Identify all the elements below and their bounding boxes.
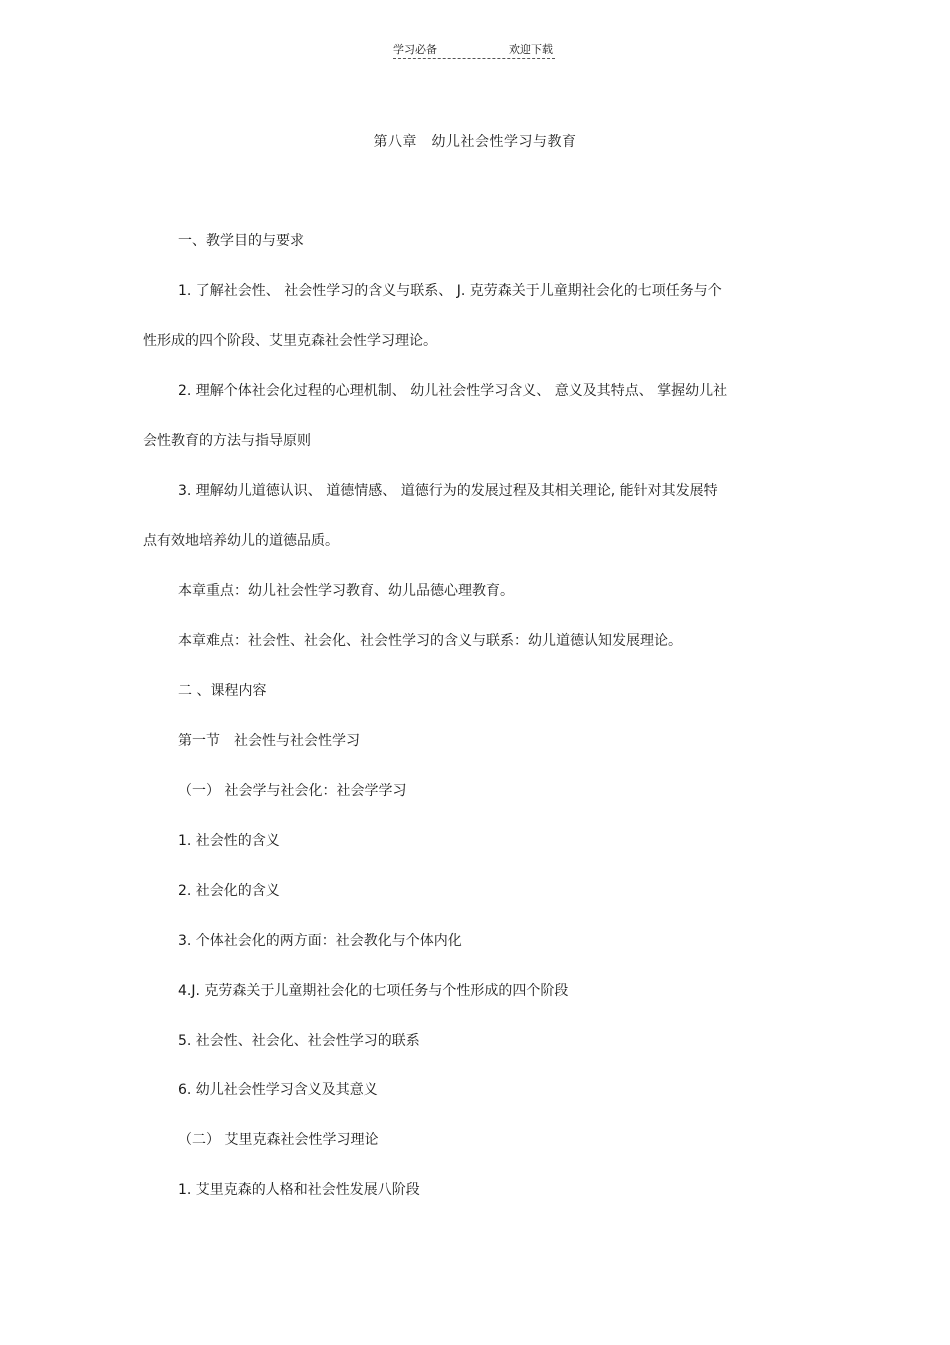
chapter-title: 第八章 幼儿社会性学习与教育 xyxy=(373,134,577,150)
paragraph-line: 1. 了解社会性、 社会性学习的含义与联系、 J. 克劳森关于儿童期社会化的七项任务与个 xyxy=(178,283,722,299)
list-item: 1. 艾里克森的人格和社会性发展八阶段 xyxy=(178,1182,420,1198)
page-header xyxy=(393,40,555,59)
list-item: 5. 社会性、社会化、社会性学习的联系 xyxy=(178,1033,420,1049)
paragraph-line: 性形成的四个阶段、艾里克森社会性学习理论。 xyxy=(143,333,437,349)
paragraph-line: 2. 理解个体社会化过程的心理机制、 幼儿社会性学习含义、 意义及其特点、 掌握幼儿社 xyxy=(178,383,728,399)
paragraph-line: 会性教育的方法与指导原则 xyxy=(143,433,311,449)
difficult-points-line: 本章难点：社会性、社会化、社会性学习的含义与联系：幼儿道德认知发展理论。 xyxy=(178,633,682,649)
paragraph-line: 点有效地培养幼儿的道德品质。 xyxy=(143,533,339,549)
list-item: 1. 社会性的含义 xyxy=(178,833,280,849)
paragraph-line: 3. 理解幼儿道德认识、 道德情感、 道德行为的发展过程及其相关理论, 能针对其发展特 xyxy=(178,483,718,499)
header-right-text: 欢迎下载 xyxy=(509,43,553,56)
list-item: 2. 社会化的含义 xyxy=(178,883,280,899)
subsection-heading: 第一节 社会性与社会性学习 xyxy=(178,733,360,749)
list-item: 4.J. 克劳森关于儿童期社会化的七项任务与个性形成的四个阶段 xyxy=(178,983,569,999)
list-item: 6. 幼儿社会性学习含义及其意义 xyxy=(178,1082,378,1098)
subsection-item: （二） 艾里克森社会性学习理论 xyxy=(178,1132,379,1148)
list-item: 3. 个体社会化的两方面：社会教化与个体内化 xyxy=(178,933,462,949)
section-heading: 二 、课程内容 xyxy=(178,683,267,699)
header-left-text: 学习必备 xyxy=(393,43,437,56)
section-heading: 一、教学目的与要求 xyxy=(178,233,304,249)
subsection-item: （一） 社会学与社会化：社会学学习 xyxy=(178,783,407,799)
key-points-line: 本章重点：幼儿社会性学习教育、幼儿品德心理教育。 xyxy=(178,583,514,599)
